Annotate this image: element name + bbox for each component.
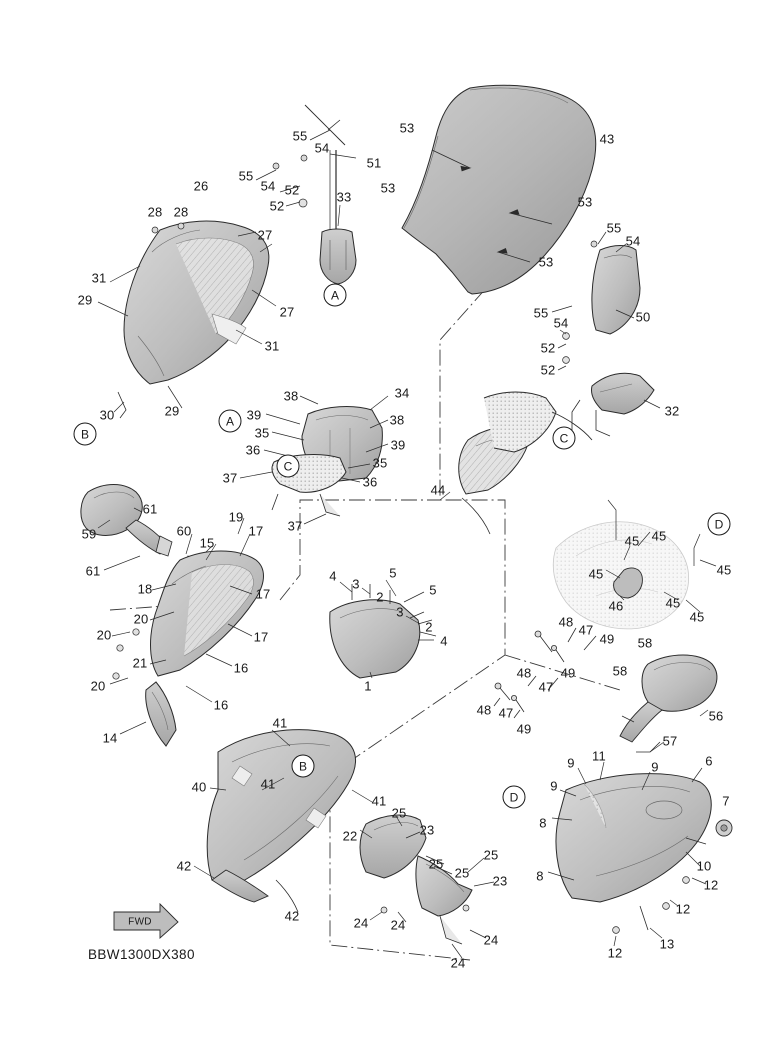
callout-number: 48 <box>516 665 532 681</box>
callout-number: 59 <box>81 526 97 542</box>
callout-number: 49 <box>560 665 576 681</box>
reference-circle: B <box>74 423 97 446</box>
callout-number: 27 <box>279 304 295 320</box>
callout-number: 6 <box>705 753 713 769</box>
callout-number: 25 <box>483 847 499 863</box>
callout-number: 16 <box>233 660 249 676</box>
callout-number: 55 <box>606 220 622 236</box>
callout-number: 56 <box>708 708 724 724</box>
reference-circle: C <box>553 427 576 450</box>
callout-number: 2 <box>425 619 433 635</box>
callout-number: 45 <box>665 595 681 611</box>
callout-number: 45 <box>651 528 667 544</box>
callout-number: 60 <box>176 523 192 539</box>
callout-number: 47 <box>538 679 554 695</box>
callout-number: 61 <box>85 563 101 579</box>
callout-number: 33 <box>336 189 352 205</box>
callout-number: 25 <box>391 805 407 821</box>
callout-number: 50 <box>635 309 651 325</box>
callout-number: 38 <box>389 412 405 428</box>
reference-circle: C <box>277 455 300 478</box>
reference-circle: B <box>292 755 315 778</box>
callout-number: 28 <box>147 204 163 220</box>
callout-number: 55 <box>238 168 254 184</box>
callout-number: 36 <box>245 442 261 458</box>
callout-number: 35 <box>372 455 388 471</box>
callout-number: 35 <box>254 425 270 441</box>
callout-number: 52 <box>540 362 556 378</box>
callout-number: 7 <box>722 793 730 809</box>
callout-number: 52 <box>284 182 300 198</box>
callout-number: 31 <box>91 270 107 286</box>
reference-circle: A <box>324 284 347 307</box>
callout-number: 11 <box>592 748 606 764</box>
callout-number: 22 <box>342 828 358 844</box>
callout-number: 16 <box>213 697 229 713</box>
callout-number: 40 <box>191 779 207 795</box>
callout-number: 52 <box>540 340 556 356</box>
callout-number: 55 <box>533 305 549 321</box>
callout-number: 42 <box>284 908 300 924</box>
callout-number: 8 <box>539 815 547 831</box>
callout-number: 45 <box>716 562 732 578</box>
callout-number: 48 <box>476 702 492 718</box>
callout-number: 29 <box>77 292 93 308</box>
callout-number: 23 <box>492 873 508 889</box>
callout-number: 44 <box>430 482 446 498</box>
callout-number: 17 <box>255 586 271 602</box>
callout-number: 3 <box>396 604 404 620</box>
callout-number: 27 <box>257 227 273 243</box>
callout-number: 25 <box>454 865 470 881</box>
callout-number: 12 <box>607 945 623 961</box>
callout-number: 20 <box>90 678 106 694</box>
callout-number: 15 <box>199 535 215 551</box>
callout-number: 13 <box>659 936 675 952</box>
callout-number: 41 <box>260 776 276 792</box>
reference-circle: D <box>503 786 526 809</box>
callout-number: 61 <box>142 501 158 517</box>
callout-number: 49 <box>516 721 532 737</box>
callout-number: 42 <box>176 858 192 874</box>
callout-number: 39 <box>390 437 406 453</box>
callout-number: 3 <box>352 576 360 592</box>
callout-number: 12 <box>703 877 719 893</box>
callout-number: 53 <box>538 254 554 270</box>
callout-number: 36 <box>362 474 378 490</box>
callout-number: 5 <box>389 565 397 581</box>
callout-number: 49 <box>599 631 615 647</box>
callout-number: 32 <box>664 403 680 419</box>
callout-number: 54 <box>553 315 569 331</box>
callout-number: 55 <box>292 128 308 144</box>
callout-number: 24 <box>450 955 466 971</box>
callout-number: 57 <box>662 733 678 749</box>
callout-number: 53 <box>577 194 593 210</box>
callout-number: 5 <box>429 582 437 598</box>
callout-number: 54 <box>260 178 276 194</box>
callout-number: 26 <box>193 178 209 194</box>
callout-number: 14 <box>102 730 118 746</box>
callout-number: 24 <box>353 915 369 931</box>
callout-number: 17 <box>253 629 269 645</box>
callout-number: 53 <box>399 120 415 136</box>
fwd-direction-label: FWD <box>128 916 152 928</box>
reference-circle: D <box>708 513 731 536</box>
callout-number: 37 <box>287 518 303 534</box>
callout-number: 4 <box>329 568 337 584</box>
callout-number: 41 <box>371 793 387 809</box>
callout-number: 45 <box>689 609 705 625</box>
callout-number: 18 <box>137 581 153 597</box>
callout-number: 4 <box>440 633 448 649</box>
callout-number: 12 <box>675 901 691 917</box>
callout-number: 23 <box>419 822 435 838</box>
callout-number: 41 <box>272 715 288 731</box>
callout-number: 43 <box>599 131 615 147</box>
callout-number: 47 <box>578 622 594 638</box>
callout-number: 45 <box>624 533 640 549</box>
callout-number: 9 <box>550 778 558 794</box>
callout-number: 9 <box>567 755 575 771</box>
callout-number: 31 <box>264 338 280 354</box>
callout-number: 8 <box>536 868 544 884</box>
callout-number: 24 <box>483 932 499 948</box>
callout-number: 54 <box>625 233 641 249</box>
callout-number: 58 <box>637 635 653 651</box>
callout-number: 28 <box>173 204 189 220</box>
callout-number: 34 <box>394 385 410 401</box>
callout-number: 29 <box>164 403 180 419</box>
callout-number: 47 <box>498 705 514 721</box>
callout-number: 21 <box>132 655 148 671</box>
callout-number: 2 <box>376 589 384 605</box>
callout-number: 52 <box>269 198 285 214</box>
callout-number: 58 <box>612 663 628 679</box>
callout-number: 30 <box>99 407 115 423</box>
callout-number: 54 <box>314 140 330 156</box>
callout-number: 20 <box>133 611 149 627</box>
callout-number: 20 <box>96 627 112 643</box>
callout-number: 17 <box>248 523 264 539</box>
callout-number: 25 <box>428 856 444 872</box>
callout-number: 46 <box>608 598 624 614</box>
part-code-label: BBW1300DX380 <box>88 947 195 962</box>
callout-number: 53 <box>380 180 396 196</box>
callout-number: 45 <box>588 566 604 582</box>
callout-number: 19 <box>228 509 244 525</box>
callout-number: 1 <box>364 678 372 694</box>
reference-circle: A <box>219 410 242 433</box>
callout-number: 24 <box>390 917 406 933</box>
callout-number: 38 <box>283 388 299 404</box>
callout-number: 48 <box>558 614 574 630</box>
callout-number: 51 <box>366 155 382 171</box>
callout-number: 10 <box>696 858 712 874</box>
callout-number: 39 <box>246 407 262 423</box>
callout-number: 37 <box>222 470 238 486</box>
callout-number: 9 <box>651 759 659 775</box>
